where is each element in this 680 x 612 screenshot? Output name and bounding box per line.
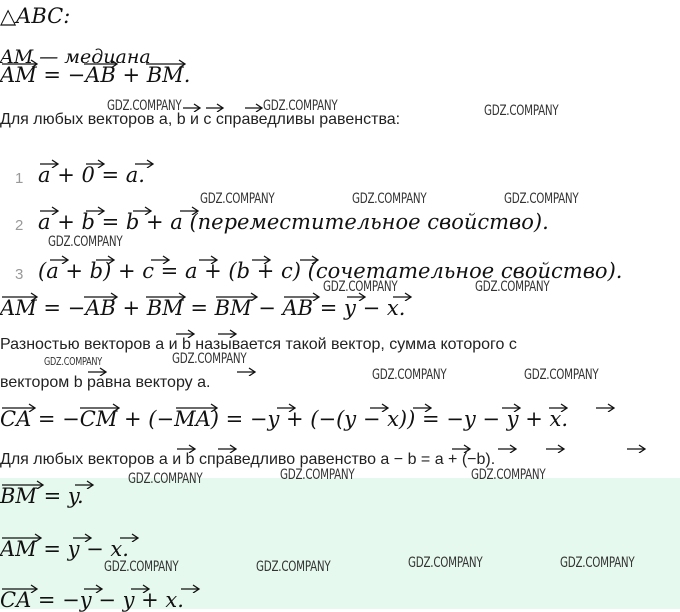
equation-am-2-text: AM = −AB + BM = BM − AB = y − x. bbox=[0, 296, 406, 320]
watermark: GDZ.COMPANY bbox=[280, 467, 355, 483]
definition-line-1-text: Разностью векторов a и b называется такой вектор, сумма которого с bbox=[0, 336, 517, 353]
equation-am-1-text: AM = −AB + BM. bbox=[0, 63, 191, 87]
watermark: GDZ.COMPANY bbox=[200, 191, 275, 207]
watermark: GDZ.COMPANY bbox=[372, 367, 447, 383]
watermark: GDZ.COMPANY bbox=[256, 559, 331, 575]
answer-am-text: AM = y − x. bbox=[0, 537, 129, 561]
vector-arrows bbox=[38, 156, 168, 168]
answer-bm-text: BM = y. bbox=[0, 484, 84, 508]
watermark: GDZ.COMPANY bbox=[323, 279, 398, 295]
statement-difference bbox=[0, 451, 495, 469]
watermark: GDZ.COMPANY bbox=[128, 471, 203, 487]
vector-arrows bbox=[0, 57, 200, 67]
vector-arrows bbox=[0, 581, 220, 593]
watermark: GDZ.COMPANY bbox=[471, 467, 546, 483]
statement-vector-laws-text: Для любых векторов a, b и c справедливы равенства: bbox=[0, 111, 401, 128]
median-statement: AM — медиана bbox=[0, 46, 151, 63]
definition-line-1 bbox=[0, 336, 517, 354]
statement-difference-text: Для любых векторов a и b справедливо равенство a − b = a + (−b). bbox=[0, 451, 496, 468]
vector-arrows bbox=[38, 203, 208, 215]
list-number-2: 2 bbox=[15, 217, 24, 234]
watermark: GDZ.COMPANY bbox=[352, 191, 427, 207]
watermark: GDZ.COMPANY bbox=[524, 367, 599, 383]
watermark: GDZ.COMPANY bbox=[107, 98, 182, 114]
answer-ca bbox=[0, 588, 184, 612]
watermark: GDZ.COMPANY bbox=[263, 98, 338, 114]
vector-arrows bbox=[0, 530, 160, 542]
vector-arrows bbox=[0, 400, 620, 412]
watermark: GDZ.COMPANY bbox=[484, 103, 559, 119]
equation-ca-1 bbox=[0, 407, 568, 431]
vector-arrows bbox=[0, 326, 260, 338]
rule-zero-vector bbox=[38, 163, 145, 187]
vector-arrows bbox=[38, 252, 338, 264]
rule-commutative-text: a + b = b + a (переместительное свойство). bbox=[38, 210, 549, 234]
vector-arrows bbox=[0, 477, 120, 489]
watermark: GDZ.COMPANY bbox=[44, 355, 102, 368]
rule-zero-vector-text: a + 0 = a. bbox=[38, 163, 145, 187]
answer-bm bbox=[0, 484, 84, 508]
watermark: GDZ.COMPANY bbox=[172, 351, 247, 367]
answer-ca-text: CA = −y − y + x. bbox=[0, 588, 184, 612]
definition-line-2 bbox=[0, 374, 210, 392]
equation-am-1 bbox=[0, 63, 190, 87]
definition-line-2-text: вектором b равна вектору a. bbox=[0, 374, 211, 391]
equation-am-2 bbox=[0, 296, 405, 320]
watermark: GDZ.COMPANY bbox=[504, 191, 579, 207]
rule-associative-text: (a + b) + c = a + (b + c) (сочетательное свойство). bbox=[38, 259, 623, 283]
watermark: GDZ.COMPANY bbox=[560, 555, 635, 571]
watermark: GDZ.COMPANY bbox=[104, 559, 179, 575]
vector-arrows bbox=[0, 441, 670, 453]
watermark: GDZ.COMPANY bbox=[475, 279, 550, 295]
watermark: GDZ.COMPANY bbox=[48, 234, 123, 250]
list-number-3: 3 bbox=[15, 266, 24, 283]
list-number-1: 1 bbox=[15, 170, 24, 187]
equation-ca-1-text: CA = −CM + (−MA) = −y + (−(y − x)) = −y − y + x. bbox=[0, 407, 568, 431]
watermark: GDZ.COMPANY bbox=[408, 555, 483, 571]
triangle-abc-heading: △ABC: bbox=[0, 4, 71, 28]
rule-commutative bbox=[38, 210, 549, 234]
answer-am bbox=[0, 537, 129, 561]
statement-vector-laws bbox=[0, 111, 400, 129]
